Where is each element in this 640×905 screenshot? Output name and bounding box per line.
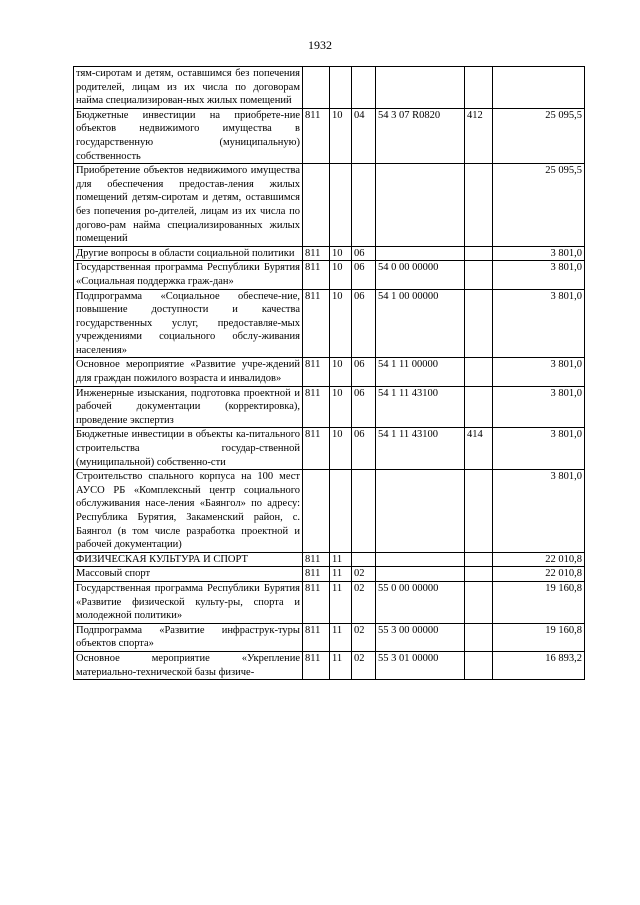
section-code-cell <box>330 470 352 553</box>
row-name-cell: Инженерные изыскания, подготовка проектной и рабочей документации (корректировка), проведение экспертиз <box>74 386 303 428</box>
amount-cell: 19 160,8 <box>493 623 585 651</box>
amount-cell: 22 010,8 <box>493 552 585 567</box>
target-article-cell <box>376 67 465 109</box>
subsection-code-cell: 06 <box>352 261 376 289</box>
target-article-cell: 54 1 11 43100 <box>376 428 465 470</box>
table-row <box>74 552 585 567</box>
table-row <box>74 289 585 358</box>
expense-type-cell: 414 <box>465 428 493 470</box>
ministry-code-cell <box>303 164 330 247</box>
target-article-cell: 55 3 01 00000 <box>376 651 465 679</box>
expense-type-cell <box>465 289 493 358</box>
table-row <box>74 567 585 582</box>
row-name-cell: Подпрограмма «Развитие инфраструк-туры объектов спорта» <box>74 623 303 651</box>
expense-type-cell <box>465 261 493 289</box>
expense-type-cell <box>465 164 493 247</box>
table-row <box>74 108 585 163</box>
amount-cell: 19 160,8 <box>493 581 585 623</box>
section-code-cell <box>330 67 352 109</box>
section-code-cell: 10 <box>330 108 352 163</box>
section-code-cell: 10 <box>330 261 352 289</box>
table-row <box>74 358 585 386</box>
subsection-code-cell: 02 <box>352 623 376 651</box>
subsection-code-cell <box>352 164 376 247</box>
section-code-cell: 11 <box>330 623 352 651</box>
ministry-code-cell: 811 <box>303 261 330 289</box>
row-name-cell: Государственная программа Республики Бурятия «Социальная поддержка граж-дан» <box>74 261 303 289</box>
section-code-cell: 11 <box>330 651 352 679</box>
table-row <box>74 623 585 651</box>
ministry-code-cell: 811 <box>303 552 330 567</box>
table-row <box>74 651 585 679</box>
ministry-code-cell: 811 <box>303 428 330 470</box>
subsection-code-cell: 06 <box>352 428 376 470</box>
row-name-cell: Другие вопросы в области социальной политики <box>74 246 303 261</box>
target-article-cell: 54 3 07 R0820 <box>376 108 465 163</box>
subsection-code-cell: 06 <box>352 246 376 261</box>
ministry-code-cell: 811 <box>303 246 330 261</box>
row-name-cell: Государственная программа Республики Бурятия «Развитие физической культу-ры, спорта и молодежной политики» <box>74 581 303 623</box>
expense-type-cell <box>465 470 493 553</box>
section-code-cell: 10 <box>330 246 352 261</box>
ministry-code-cell: 811 <box>303 581 330 623</box>
row-name-cell: Основное мероприятие «Развитие учре-ждений для граждан пожилого возраста и инвалидов» <box>74 358 303 386</box>
section-code-cell: 11 <box>330 552 352 567</box>
subsection-code-cell <box>352 552 376 567</box>
ministry-code-cell: 811 <box>303 108 330 163</box>
amount-cell: 3 801,0 <box>493 428 585 470</box>
subsection-code-cell <box>352 470 376 553</box>
budget-table <box>73 66 585 680</box>
table-row <box>74 386 585 428</box>
subsection-code-cell: 06 <box>352 386 376 428</box>
section-code-cell: 10 <box>330 386 352 428</box>
amount-cell: 16 893,2 <box>493 651 585 679</box>
target-article-cell <box>376 552 465 567</box>
target-article-cell <box>376 246 465 261</box>
ministry-code-cell: 811 <box>303 651 330 679</box>
amount-cell: 3 801,0 <box>493 246 585 261</box>
target-article-cell <box>376 164 465 247</box>
amount-cell: 3 801,0 <box>493 289 585 358</box>
target-article-cell: 55 3 00 00000 <box>376 623 465 651</box>
row-name-cell: Бюджетные инвестиции на приобрете-ние объектов недвижимого имущества в государственную (муниципальную) собственность <box>74 108 303 163</box>
subsection-code-cell: 02 <box>352 567 376 582</box>
target-article-cell: 55 0 00 00000 <box>376 581 465 623</box>
row-name-cell: Приобретение объектов недвижимого имущества для обеспечения предостав-ления жилых помещений детям-сиротам и детям, оставшимся без попечения ро-дителей, лицам из их числа по догово-рам найма специализированных жилых помещений <box>74 164 303 247</box>
expense-type-cell: 412 <box>465 108 493 163</box>
section-code-cell: 10 <box>330 428 352 470</box>
table-row <box>74 246 585 261</box>
row-name-cell: тям-сиротам и детям, оставшимся без попечения родителей, лицам из их числа по договорам найма специализирован-ных жилых помещений <box>74 67 303 109</box>
amount-cell: 3 801,0 <box>493 358 585 386</box>
ministry-code-cell: 811 <box>303 386 330 428</box>
amount-cell: 3 801,0 <box>493 470 585 553</box>
row-name-cell: Основное мероприятие «Укрепление материально-технической базы физиче- <box>74 651 303 679</box>
amount-cell: 25 095,5 <box>493 108 585 163</box>
ministry-code-cell: 811 <box>303 358 330 386</box>
budget-table-body <box>74 67 585 680</box>
expense-type-cell <box>465 386 493 428</box>
ministry-code-cell: 811 <box>303 567 330 582</box>
expense-type-cell <box>465 651 493 679</box>
target-article-cell <box>376 567 465 582</box>
expense-type-cell <box>465 358 493 386</box>
expense-type-cell <box>465 67 493 109</box>
table-row <box>74 67 585 109</box>
subsection-code-cell: 04 <box>352 108 376 163</box>
table-row <box>74 581 585 623</box>
target-article-cell: 54 1 00 00000 <box>376 289 465 358</box>
section-code-cell: 11 <box>330 567 352 582</box>
row-name-cell: Бюджетные инвестиции в объекты ка-питального строительства государ-ственной (муниципальной) собственно-сти <box>74 428 303 470</box>
row-name-cell: Подпрограмма «Социальное обеспече-ние, повышение доступности и качества государственных услуг, предоставляе-мых учреждениями социального обслу-живания населения» <box>74 289 303 358</box>
subsection-code-cell: 02 <box>352 581 376 623</box>
subsection-code-cell: 02 <box>352 651 376 679</box>
amount-cell: 22 010,8 <box>493 567 585 582</box>
row-name-cell: ФИЗИЧЕСКАЯ КУЛЬТУРА И СПОРТ <box>74 552 303 567</box>
subsection-code-cell: 06 <box>352 358 376 386</box>
amount-cell: 3 801,0 <box>493 386 585 428</box>
row-name-cell: Массовый спорт <box>74 567 303 582</box>
table-row <box>74 428 585 470</box>
target-article-cell: 54 1 11 43100 <box>376 386 465 428</box>
ministry-code-cell <box>303 470 330 553</box>
target-article-cell <box>376 470 465 553</box>
amount-cell: 25 095,5 <box>493 164 585 247</box>
section-code-cell <box>330 164 352 247</box>
table-row <box>74 261 585 289</box>
expense-type-cell <box>465 552 493 567</box>
section-code-cell: 10 <box>330 358 352 386</box>
expense-type-cell <box>465 567 493 582</box>
row-name-cell: Строительство спального корпуса на 100 мест АУСО РБ «Комплексный центр социального обслуживания насе-ления «Баянгол» по адресу: Республика Бурятия, Закаменский район, с. Баянгол (в том числе разработка проектной и рабочей документации) <box>74 470 303 553</box>
subsection-code-cell <box>352 67 376 109</box>
section-code-cell: 10 <box>330 289 352 358</box>
expense-type-cell <box>465 581 493 623</box>
amount-cell <box>493 67 585 109</box>
target-article-cell: 54 0 00 00000 <box>376 261 465 289</box>
ministry-code-cell: 811 <box>303 289 330 358</box>
expense-type-cell <box>465 623 493 651</box>
table-row <box>74 164 585 247</box>
expense-type-cell <box>465 246 493 261</box>
ministry-code-cell <box>303 67 330 109</box>
amount-cell: 3 801,0 <box>493 261 585 289</box>
subsection-code-cell: 06 <box>352 289 376 358</box>
ministry-code-cell: 811 <box>303 623 330 651</box>
table-row <box>74 470 585 553</box>
page-number: 1932 <box>308 38 332 52</box>
target-article-cell: 54 1 11 00000 <box>376 358 465 386</box>
section-code-cell: 11 <box>330 581 352 623</box>
